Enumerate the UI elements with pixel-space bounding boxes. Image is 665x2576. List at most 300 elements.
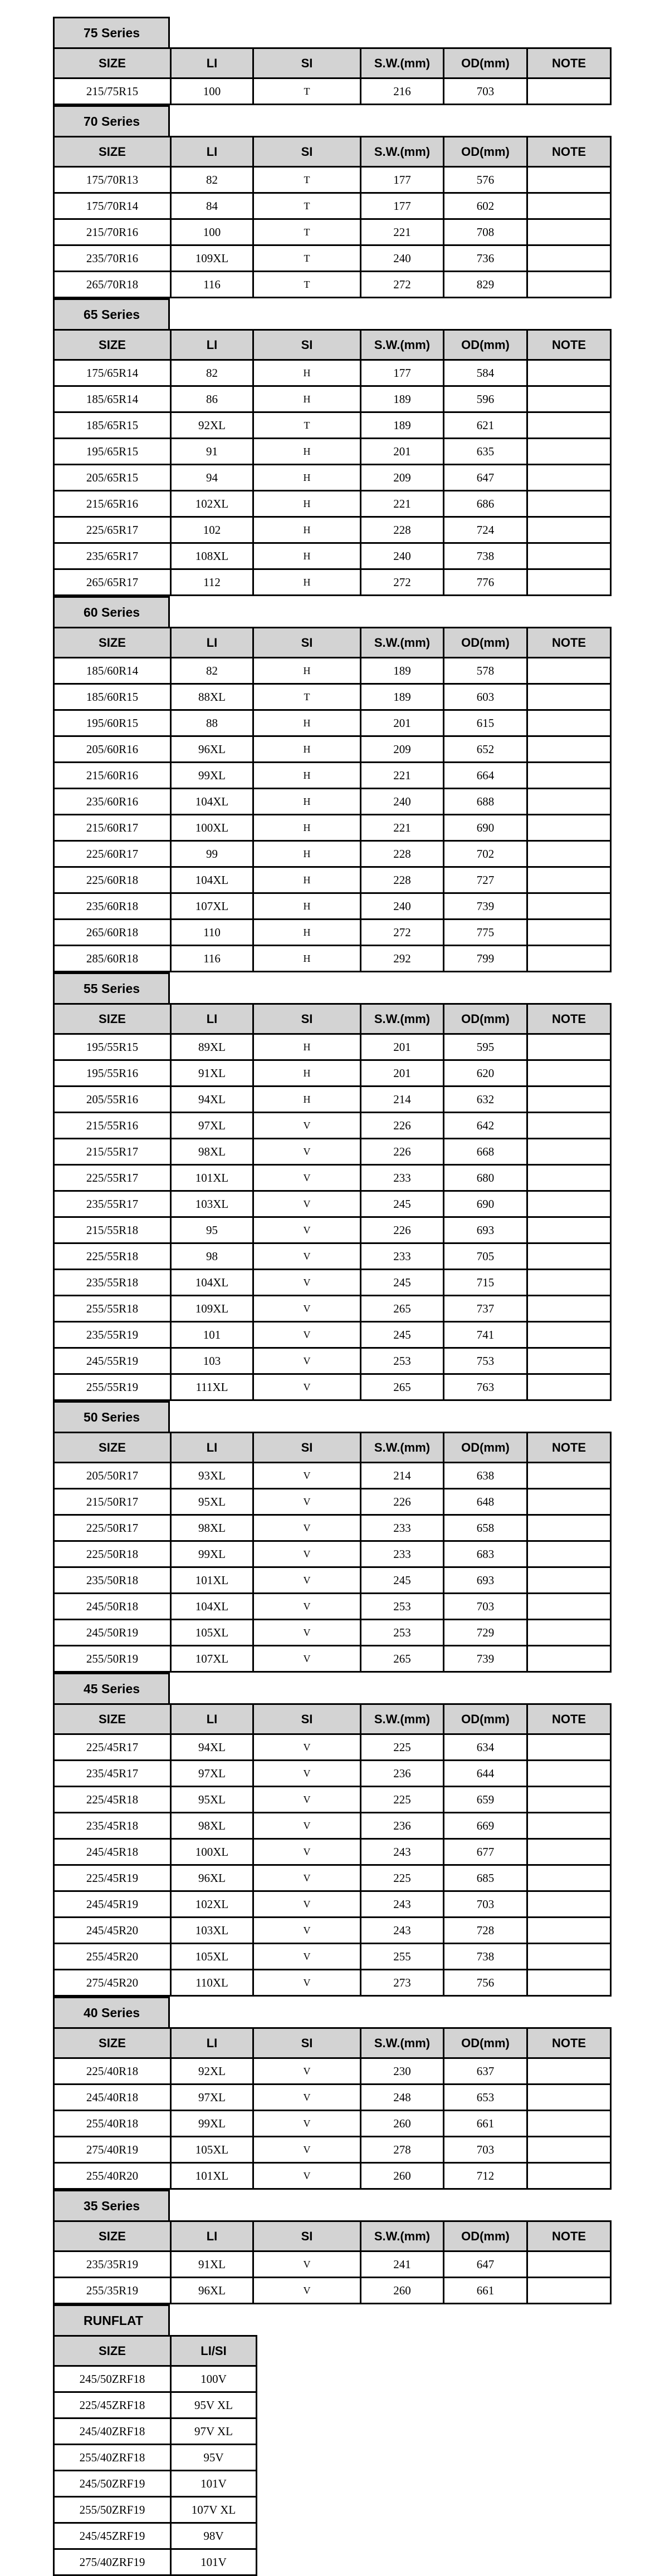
column-header-li: LI [171, 2028, 253, 2058]
si-cell: V [253, 1891, 361, 1918]
li-cell: 97XL [171, 2085, 253, 2111]
column-header-li-si: LI/SI [171, 2336, 257, 2366]
size-cell: 185/60R15 [54, 684, 171, 710]
si-cell: V [253, 1567, 361, 1594]
li-cell: 110 [171, 920, 253, 946]
li-si-cell: 98V [171, 2523, 257, 2549]
sw-cell: 278 [361, 2137, 444, 2163]
li-cell: 96XL [171, 2278, 253, 2304]
od-cell: 703 [444, 1594, 527, 1620]
series-title: 60 Series [53, 596, 170, 627]
column-header-size: SIZE [54, 628, 171, 658]
si-cell: H [253, 736, 361, 763]
od-cell: 729 [444, 1620, 527, 1646]
li-cell: 112 [171, 569, 253, 596]
size-cell: 215/70R16 [54, 219, 171, 245]
note-cell [527, 1217, 611, 1243]
od-cell: 668 [444, 1139, 527, 1165]
size-cell: 275/40R19 [54, 2137, 171, 2163]
si-cell: V [253, 1970, 361, 1996]
od-cell: 602 [444, 193, 527, 219]
li-si-cell: 97V XL [171, 2418, 257, 2445]
od-cell: 661 [444, 2278, 527, 2304]
column-header-si: SI [253, 2028, 361, 2058]
size-cell: 215/65R16 [54, 491, 171, 517]
note-cell [527, 1620, 611, 1646]
li-cell: 107XL [171, 1646, 253, 1672]
si-cell: H [253, 386, 361, 412]
sw-cell: 243 [361, 1839, 444, 1865]
column-header-si: SI [253, 48, 361, 78]
sw-cell: 233 [361, 1515, 444, 1541]
series-section [53, 105, 610, 298]
li-cell: 101XL [171, 1567, 253, 1594]
si-cell: V [253, 2278, 361, 2304]
note-cell [527, 1515, 611, 1541]
column-header-sw: S.W.(mm) [361, 1004, 444, 1034]
od-cell: 753 [444, 1348, 527, 1374]
li-cell: 102XL [171, 1891, 253, 1918]
si-cell: V [253, 2111, 361, 2137]
header-row [54, 1433, 611, 1463]
table-row [54, 2137, 611, 2163]
header-row [54, 48, 611, 78]
od-cell: 637 [444, 2058, 527, 2085]
size-cell: 225/50R17 [54, 1515, 171, 1541]
li-cell: 89XL [171, 1034, 253, 1060]
od-cell: 584 [444, 360, 527, 386]
series-section [53, 1997, 610, 2190]
column-header-li: LI [171, 1704, 253, 1734]
od-cell: 603 [444, 684, 527, 710]
li-cell: 88 [171, 710, 253, 736]
series-table [53, 47, 612, 105]
li-si-cell: 100V [171, 2366, 257, 2392]
size-cell: 245/45R19 [54, 1891, 171, 1918]
od-cell: 644 [444, 1761, 527, 1787]
od-cell: 727 [444, 867, 527, 893]
od-cell: 578 [444, 658, 527, 684]
si-cell: V [253, 1270, 361, 1296]
size-cell: 235/55R17 [54, 1191, 171, 1217]
table-row [54, 1191, 611, 1217]
table-row [54, 569, 611, 596]
sw-cell: 245 [361, 1191, 444, 1217]
series-section [53, 596, 610, 972]
sw-cell: 260 [361, 2111, 444, 2137]
table-row [54, 946, 611, 972]
od-cell: 739 [444, 1646, 527, 1672]
table-row [54, 1374, 611, 1400]
li-cell: 102XL [171, 491, 253, 517]
header-row [54, 330, 611, 360]
li-cell: 116 [171, 272, 253, 298]
li-cell: 104XL [171, 867, 253, 893]
sw-cell: 272 [361, 920, 444, 946]
si-cell: V [253, 1541, 361, 1567]
size-cell: 255/50R19 [54, 1646, 171, 1672]
si-cell: H [253, 543, 361, 569]
size-cell: 235/70R16 [54, 245, 171, 272]
sw-cell: 216 [361, 78, 444, 105]
note-cell [527, 1463, 611, 1489]
sw-cell: 228 [361, 867, 444, 893]
od-cell: 634 [444, 1734, 527, 1761]
li-cell: 100 [171, 78, 253, 105]
si-cell: H [253, 789, 361, 815]
size-cell: 245/55R19 [54, 1348, 171, 1374]
note-cell [527, 2163, 611, 2189]
li-cell: 103XL [171, 1191, 253, 1217]
sw-cell: 241 [361, 2251, 444, 2278]
column-header-od: OD(mm) [444, 1704, 527, 1734]
note-cell [527, 1541, 611, 1567]
size-cell: 235/35R19 [54, 2251, 171, 2278]
size-cell: 205/55R16 [54, 1087, 171, 1113]
size-cell: 185/65R15 [54, 412, 171, 439]
li-cell: 94 [171, 465, 253, 491]
size-cell: 235/65R17 [54, 543, 171, 569]
li-cell: 104XL [171, 1594, 253, 1620]
column-header-sw: S.W.(mm) [361, 2221, 444, 2251]
column-header-size: SIZE [54, 1704, 171, 1734]
column-header-sw: S.W.(mm) [361, 1433, 444, 1463]
note-cell [527, 569, 611, 596]
li-cell: 108XL [171, 543, 253, 569]
od-cell: 652 [444, 736, 527, 763]
series-table [53, 136, 612, 298]
table-row [54, 1787, 611, 1813]
li-si-cell: 95V [171, 2445, 257, 2471]
si-cell: V [253, 1839, 361, 1865]
sw-cell: 248 [361, 2085, 444, 2111]
column-header-note: NOTE [527, 2028, 611, 2058]
sw-cell: 209 [361, 465, 444, 491]
column-header-si: SI [253, 2221, 361, 2251]
si-cell: H [253, 517, 361, 543]
column-header-od: OD(mm) [444, 628, 527, 658]
note-cell [527, 763, 611, 789]
table-row [54, 491, 611, 517]
note-cell [527, 78, 611, 105]
sw-cell: 265 [361, 1646, 444, 1672]
size-cell: 225/55R18 [54, 1243, 171, 1270]
note-cell [527, 2137, 611, 2163]
table-row [54, 2111, 611, 2137]
li-cell: 95XL [171, 1787, 253, 1813]
note-cell [527, 1734, 611, 1761]
column-header-li: LI [171, 2221, 253, 2251]
series-section [53, 1401, 610, 1673]
table-row [54, 78, 611, 105]
si-cell: V [253, 1761, 361, 1787]
sw-cell: 272 [361, 569, 444, 596]
si-cell: H [253, 569, 361, 596]
note-cell [527, 491, 611, 517]
size-cell: 225/45R18 [54, 1787, 171, 1813]
size-cell: 175/70R14 [54, 193, 171, 219]
table-row [54, 2058, 611, 2085]
table-row [54, 1646, 611, 1672]
si-cell: H [253, 920, 361, 946]
si-cell: V [253, 1515, 361, 1541]
column-header-li: LI [171, 137, 253, 167]
size-cell: 275/45R20 [54, 1970, 171, 1996]
size-cell: 245/50ZRF18 [54, 2366, 171, 2392]
size-cell: 255/55R19 [54, 1374, 171, 1400]
od-cell: 677 [444, 1839, 527, 1865]
size-cell: 235/50R18 [54, 1567, 171, 1594]
tire-spec-sheet [53, 17, 610, 2576]
note-cell [527, 465, 611, 491]
od-cell: 635 [444, 439, 527, 465]
sw-cell: 226 [361, 1217, 444, 1243]
od-cell: 690 [444, 815, 527, 841]
li-cell: 98 [171, 1243, 253, 1270]
table-row [54, 1348, 611, 1374]
table-row [54, 2471, 257, 2497]
note-cell [527, 439, 611, 465]
note-cell [527, 245, 611, 272]
li-cell: 98XL [171, 1139, 253, 1165]
note-cell [527, 517, 611, 543]
note-cell [527, 815, 611, 841]
sw-cell: 243 [361, 1891, 444, 1918]
column-header-od: OD(mm) [444, 137, 527, 167]
sw-cell: 177 [361, 193, 444, 219]
si-cell: V [253, 1944, 361, 1970]
sw-cell: 236 [361, 1761, 444, 1787]
si-cell: H [253, 1034, 361, 1060]
note-cell [527, 1243, 611, 1270]
size-cell: 265/70R18 [54, 272, 171, 298]
sw-cell: 209 [361, 736, 444, 763]
table-row [54, 1865, 611, 1891]
note-cell [527, 1918, 611, 1944]
note-cell [527, 543, 611, 569]
note-cell [527, 193, 611, 219]
note-cell [527, 1761, 611, 1787]
series-title: 35 Series [53, 2190, 170, 2220]
si-cell: V [253, 1620, 361, 1646]
table-row [54, 1113, 611, 1139]
size-cell: 245/40R18 [54, 2085, 171, 2111]
table-row [54, 763, 611, 789]
size-cell: 235/55R19 [54, 1322, 171, 1348]
od-cell: 705 [444, 1243, 527, 1270]
table-row [54, 386, 611, 412]
size-cell: 175/70R13 [54, 167, 171, 193]
note-cell [527, 1646, 611, 1672]
note-cell [527, 2058, 611, 2085]
table-row [54, 1944, 611, 1970]
od-cell: 703 [444, 1891, 527, 1918]
li-cell: 91 [171, 439, 253, 465]
od-cell: 596 [444, 386, 527, 412]
runflat-section [53, 2304, 610, 2576]
sw-cell: 265 [361, 1374, 444, 1400]
size-cell: 215/55R16 [54, 1113, 171, 1139]
table-row [54, 1620, 611, 1646]
si-cell: V [253, 1165, 361, 1191]
li-cell: 82 [171, 658, 253, 684]
table-row [54, 920, 611, 946]
size-cell: 235/45R17 [54, 1761, 171, 1787]
size-cell: 205/60R16 [54, 736, 171, 763]
od-cell: 669 [444, 1813, 527, 1839]
li-cell: 96XL [171, 1865, 253, 1891]
size-cell: 255/45R20 [54, 1944, 171, 1970]
series-table [53, 329, 612, 596]
od-cell: 615 [444, 710, 527, 736]
column-header-size: SIZE [54, 1433, 171, 1463]
table-row [54, 658, 611, 684]
series-title: 40 Series [53, 1997, 170, 2027]
od-cell: 595 [444, 1034, 527, 1060]
si-cell: H [253, 893, 361, 920]
size-cell: 225/55R17 [54, 1165, 171, 1191]
li-cell: 82 [171, 360, 253, 386]
series-section [53, 2190, 610, 2304]
od-cell: 703 [444, 78, 527, 105]
si-cell: H [253, 491, 361, 517]
li-cell: 105XL [171, 1620, 253, 1646]
od-cell: 647 [444, 2251, 527, 2278]
table-row [54, 841, 611, 867]
od-cell: 724 [444, 517, 527, 543]
column-header-note: NOTE [527, 1704, 611, 1734]
table-row [54, 684, 611, 710]
si-cell: V [253, 1594, 361, 1620]
si-cell: T [253, 78, 361, 105]
column-header-note: NOTE [527, 137, 611, 167]
sw-cell: 245 [361, 1322, 444, 1348]
note-cell [527, 2085, 611, 2111]
sw-cell: 230 [361, 2058, 444, 2085]
li-cell: 99XL [171, 1541, 253, 1567]
column-header-note: NOTE [527, 48, 611, 78]
table-row [54, 1891, 611, 1918]
table-row [54, 815, 611, 841]
sw-cell: 260 [361, 2278, 444, 2304]
note-cell [527, 219, 611, 245]
column-header-size: SIZE [54, 2028, 171, 2058]
si-cell: T [253, 193, 361, 219]
column-header-size: SIZE [54, 330, 171, 360]
table-row [54, 167, 611, 193]
size-cell: 215/55R18 [54, 1217, 171, 1243]
column-header-size: SIZE [54, 2221, 171, 2251]
od-cell: 621 [444, 412, 527, 439]
table-row [54, 1034, 611, 1060]
li-cell: 88XL [171, 684, 253, 710]
size-cell: 215/50R17 [54, 1489, 171, 1515]
si-cell: H [253, 1060, 361, 1087]
size-cell: 235/60R18 [54, 893, 171, 920]
sw-cell: 226 [361, 1489, 444, 1515]
size-cell: 225/45ZRF18 [54, 2392, 171, 2418]
li-cell: 94XL [171, 1087, 253, 1113]
si-cell: V [253, 2251, 361, 2278]
sw-cell: 226 [361, 1113, 444, 1139]
series-table [53, 627, 612, 972]
li-cell: 101 [171, 1322, 253, 1348]
sw-cell: 221 [361, 763, 444, 789]
od-cell: 664 [444, 763, 527, 789]
note-cell [527, 1191, 611, 1217]
li-cell: 98XL [171, 1813, 253, 1839]
li-cell: 116 [171, 946, 253, 972]
sw-cell: 225 [361, 1734, 444, 1761]
od-cell: 680 [444, 1165, 527, 1191]
li-cell: 91XL [171, 2251, 253, 2278]
size-cell: 255/35R19 [54, 2278, 171, 2304]
si-cell: V [253, 1113, 361, 1139]
size-cell: 245/45R20 [54, 1918, 171, 1944]
sw-cell: 228 [361, 841, 444, 867]
table-row [54, 1217, 611, 1243]
column-header-sw: S.W.(mm) [361, 330, 444, 360]
table-row [54, 193, 611, 219]
table-row [54, 1970, 611, 1996]
size-cell: 235/60R16 [54, 789, 171, 815]
note-cell [527, 1374, 611, 1400]
column-header-od: OD(mm) [444, 2221, 527, 2251]
table-row [54, 2445, 257, 2471]
table-row [54, 245, 611, 272]
size-cell: 195/55R16 [54, 1060, 171, 1087]
size-cell: 285/60R18 [54, 946, 171, 972]
header-row [54, 1704, 611, 1734]
table-row [54, 893, 611, 920]
size-cell: 265/60R18 [54, 920, 171, 946]
sw-cell: 201 [361, 1034, 444, 1060]
sw-cell: 189 [361, 684, 444, 710]
note-cell [527, 893, 611, 920]
od-cell: 728 [444, 1918, 527, 1944]
series-section [53, 298, 610, 596]
size-cell: 245/45ZRF19 [54, 2523, 171, 2549]
note-cell [527, 272, 611, 298]
note-cell [527, 1139, 611, 1165]
size-cell: 215/75R15 [54, 78, 171, 105]
table-row [54, 465, 611, 491]
si-cell: V [253, 2085, 361, 2111]
series-title: 70 Series [53, 105, 170, 136]
li-cell: 96XL [171, 736, 253, 763]
note-cell [527, 1813, 611, 1839]
column-header-sw: S.W.(mm) [361, 48, 444, 78]
table-row [54, 2251, 611, 2278]
li-cell: 111XL [171, 1374, 253, 1400]
sw-cell: 273 [361, 1970, 444, 1996]
column-header-od: OD(mm) [444, 1433, 527, 1463]
note-cell [527, 1594, 611, 1620]
note-cell [527, 1270, 611, 1296]
od-cell: 658 [444, 1515, 527, 1541]
column-header-si: SI [253, 137, 361, 167]
header-row [54, 2028, 611, 2058]
size-cell: 205/65R15 [54, 465, 171, 491]
size-cell: 265/65R17 [54, 569, 171, 596]
sw-cell: 221 [361, 491, 444, 517]
runflat-title: RUNFLAT [53, 2304, 170, 2335]
table-row [54, 360, 611, 386]
header-row [54, 2336, 257, 2366]
sw-cell: 201 [361, 710, 444, 736]
od-cell: 632 [444, 1087, 527, 1113]
note-cell [527, 2251, 611, 2278]
